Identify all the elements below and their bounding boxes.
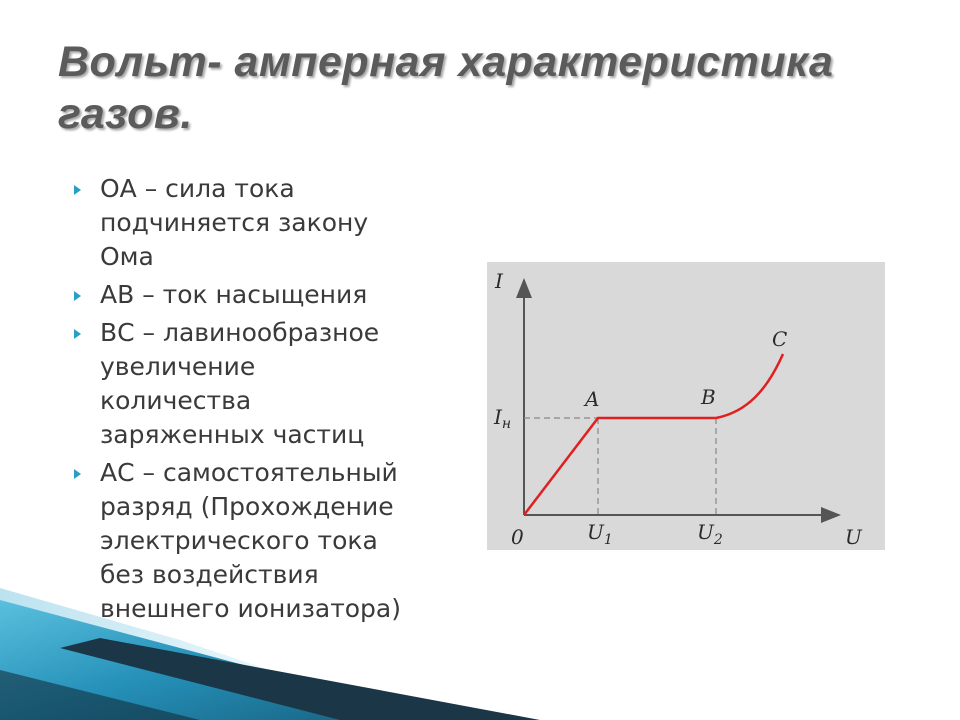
- bullet-arrow-icon: [74, 469, 81, 479]
- iv-curve: [524, 354, 783, 515]
- bullet-line: без воздействия: [100, 560, 319, 589]
- saturation-current-label: [493, 405, 511, 432]
- bullet-line: увеличение: [100, 352, 256, 381]
- slide-title: [58, 36, 918, 140]
- point-a-label: A: [585, 387, 600, 411]
- point-b-label: B: [701, 385, 716, 409]
- bullet-line: ОА – сила тока: [100, 174, 295, 203]
- bullet-arrow-icon: [74, 291, 81, 301]
- u1-sub: 1: [603, 532, 613, 548]
- u2-sub: 2: [713, 532, 723, 548]
- bullet-line: подчиняется закону: [100, 208, 369, 237]
- bullet-line: АВ – ток насыщения: [100, 280, 368, 309]
- bullet-line: Ома: [100, 242, 154, 271]
- y-axis-label: I: [495, 269, 503, 293]
- x-axis-label: U: [845, 525, 862, 549]
- slide-title-line-1: Вольт- амперная характеристика: [58, 38, 834, 86]
- saturation-current-sub: н: [501, 416, 512, 432]
- slide-title-line-2: газов.: [58, 90, 193, 138]
- bullet-line: электрического тока: [100, 526, 378, 555]
- u2-main: U: [697, 520, 714, 544]
- bullet-item-ab: [70, 278, 480, 312]
- bullet-line: количества: [100, 386, 252, 415]
- bullet-line: разряд (Прохождение: [100, 492, 394, 521]
- u2-label: [697, 520, 723, 548]
- bullet-item-bc: [70, 316, 480, 452]
- bullet-item-oa: [70, 172, 480, 274]
- origin-label: 0: [511, 525, 524, 549]
- bullet-list: [70, 172, 480, 630]
- bullet-line: АС – самостоятельный: [100, 458, 398, 487]
- u1-main: U: [587, 520, 604, 544]
- corner-decoration: [0, 580, 540, 720]
- iv-characteristic-graph: [487, 262, 885, 550]
- saturation-current-main: I: [494, 405, 502, 429]
- bullet-line: заряженных частиц: [100, 420, 365, 449]
- bullet-arrow-icon: [74, 185, 81, 195]
- bullet-arrow-icon: [74, 329, 81, 339]
- bullet-line: внешнего ионизатора): [100, 594, 401, 623]
- point-c-label: C: [772, 327, 788, 351]
- bullet-line: ВС – лавинообразное: [100, 318, 380, 347]
- u1-label: [587, 520, 613, 548]
- graph-canvas: [487, 262, 885, 550]
